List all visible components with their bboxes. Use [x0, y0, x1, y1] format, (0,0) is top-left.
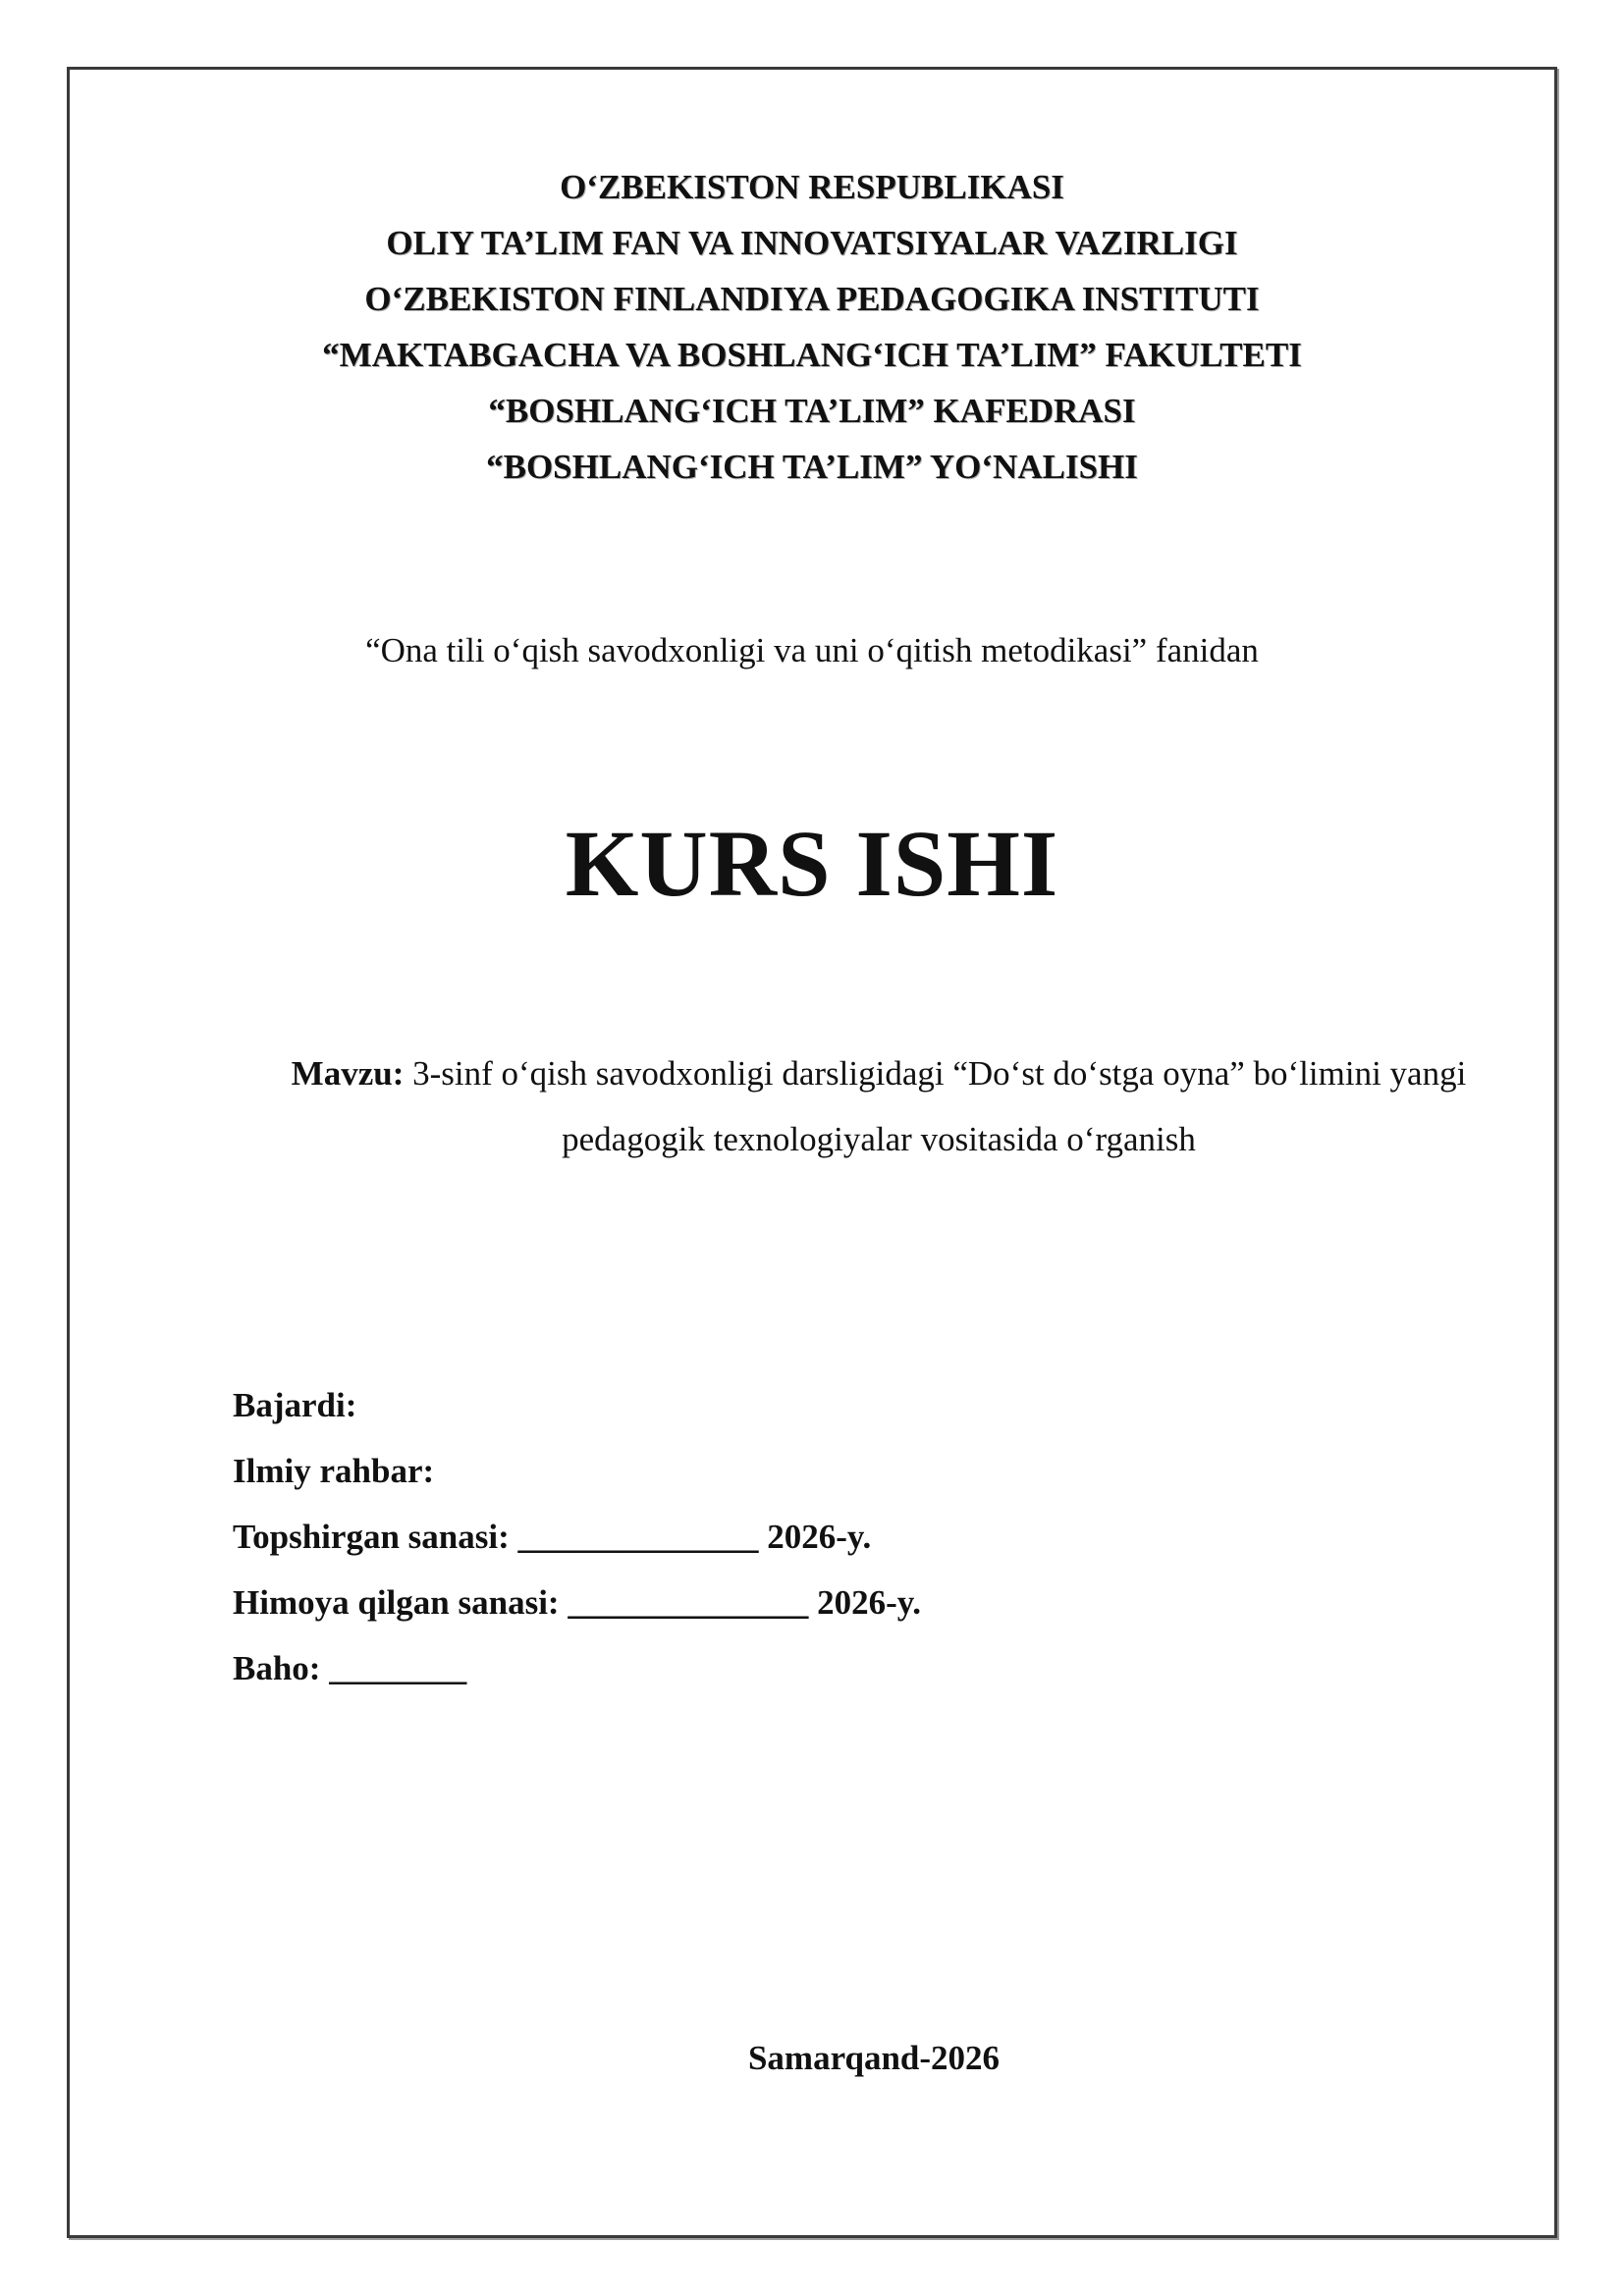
institution-header: [0, 159, 1624, 495]
topic-text: 3-sinf o‘qish savodxonligi darsligidagi “Do‘st do‘stga oyna” bo‘limini yangi pedagogik texnologiyalar vositasida o‘rganish: [404, 1054, 1467, 1158]
header-institute: O‘ZBEKISTON FINLANDIYA PEDAGOGIKA INSTITUTI: [364, 280, 1260, 318]
grade-line: Baho: ________: [233, 1649, 467, 1687]
header-faculty: “MAKTABGACHA VA BOSHLANG‘ICH TA’LIM” FAKULTETI: [322, 336, 1302, 374]
supervisor-line: Ilmiy rahbar:: [233, 1452, 435, 1490]
submitted-date-line: Topshirgan sanasi: ______________ 2026-y.: [233, 1518, 872, 1556]
header-ministry: OLIY TA’LIM FAN VA INNOVATSIYALAR VAZIRLIGI: [386, 224, 1238, 262]
defended-date-line: Himoya qilgan sanasi: ______________ 2026-y.: [233, 1583, 922, 1622]
topic-block: [226, 1041, 1532, 1172]
footer-city-year: Samarqand-2026: [747, 2039, 1001, 2077]
header-direction: “BOSHLANG‘ICH TA’LIM” YO‘NALISHI: [486, 448, 1138, 486]
document-title: KURS ISHI: [565, 811, 1059, 916]
info-block: [233, 1372, 1215, 1701]
header-country: O‘ZBEKISTON RESPUBLIKASI: [560, 168, 1064, 206]
topic-label: Mavzu:: [291, 1054, 405, 1093]
header-department: “BOSHLANG‘ICH TA’LIM” KAFEDRASI: [488, 392, 1136, 430]
performer-line: Bajardi:: [233, 1386, 357, 1424]
subject-line: “Ona tili o‘qish savodxonligi va uni o‘qitish metodikasi” fanidan: [365, 631, 1259, 669]
